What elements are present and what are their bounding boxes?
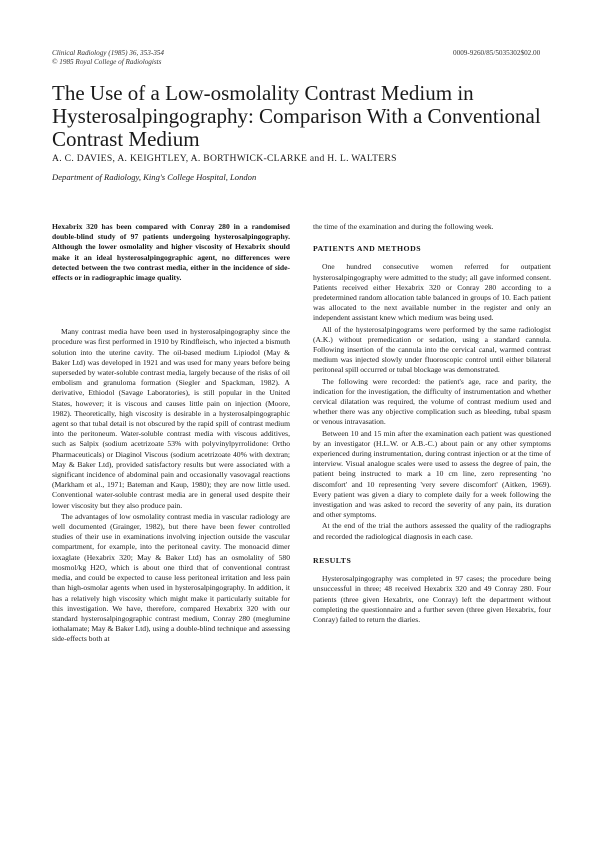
body-paragraph-continued: the time of the examination and during the following week. [313, 222, 494, 231]
journal-code: 0009-9260/85/5035302$02.00 [453, 49, 541, 57]
section-heading-results: RESULTS [313, 555, 352, 565]
methods-paragraph: All of the hysterosalpingograms were performed by the same radiologist (A.K.) without premedication or sedation, using a standard cannula. Following insertion of the cannula into the cervical canal, warmed contrast medium was injected slowly under fluoroscopic control until either bilateral peritoneal spill occurred or tubal blockage was demonstrated. [313, 324, 551, 375]
affiliation: Department of Radiology, King's College Hospital, London [52, 172, 257, 182]
section-heading-methods: PATIENTS AND METHODS [313, 244, 422, 254]
methods-paragraph: One hundred consecutive women referred for outpatient hysterosalpingography were admitted to the study; all gave informed consent. Patients received either Hexabrix 320 or Conray 280 according to a predetermined random allocation table balanced in groups of 10. Each patient was allocated to the next available number in the register and only an independent assistant knew which medium was being used. [313, 262, 551, 323]
methods-paragraph: The following were recorded: the patient's age, race and parity, the indication for the investigation, the difficulty of instrumentation and whether cervical dilatation was required, the volume of contrast medium used and whether there was any objective complication such as bleeding, tubal spasm or venous intravasation. [313, 376, 551, 427]
author-list: A. C. DAVIES, A. KEIGHTLEY, A. BORTHWICK-CLARKE and H. L. WALTERS [52, 153, 397, 164]
left-column [52, 222, 290, 645]
article-title [52, 82, 552, 151]
methods-paragraph: At the end of the trial the authors assessed the quality of the radiographs and recorded the radiological diagnosis in each case. [313, 521, 551, 541]
results-paragraph: Hysterosalpingography was completed in 97 cases; the procedure being unsuccessful in three; 48 received Hexabrix 320 and 49 Conray 280. Four patients (three given Hexabrix, one Conray) left the department without completing the questionnaire and a further seven (three given Hexabrix, four Conray) failed to return the diaries. [313, 574, 551, 624]
title-line: The Use of a Low-osmolality Contrast Medium in [52, 81, 474, 105]
body-paragraph: The advantages of low osmolality contrast media in vascular radiology are well documented (Grainger, 1982), but there have been fewer controlled studies of their use in examinations involving injection outside the vascular compartment, for example, into the peritoneal cavity. The monoacid dimer ioxaglate (Hexabrix 320; May & Baker Ltd) has an osmolality of 580 mosmol/kg H2O, which is about one third that of conventional contrast media, and could be expected to cause less peritoneal irritation and less pain than high-osmolar agents when used in hysterosalpingography. In addition, it has a relatively high viscosity which might make it particularly suitable for this investigation. We have, therefore, compared Hexabrix 320 with our standard hysterosalpingographic contrast medium, Conray 280 (meglumine iothalamate; May & Baker Ltd), using a double-blind technique and assessing side-effects both at [52, 511, 290, 644]
title-line: Hysterosalpingography: Comparison With a Conventional [52, 104, 541, 128]
citation-line: Clinical Radiology (1985) 36, 353-354 [52, 49, 164, 57]
copyright-line: © 1985 Royal College of Radiologists [52, 58, 162, 66]
title-line: Contrast Medium [52, 127, 200, 151]
journal-citation [52, 49, 164, 67]
methods-paragraph: Between 10 and 15 min after the examination each patient was questioned by an investigator (H.L.W. or A.B.-C.) about pain or any other symptoms experienced during instrumentation, during contrast injection or at the time of interview. Visual analogue scales were used to assess the degree of pain, the patient being instructed to mark a 10 cm line, zero representing 'no discomfort' and 10 representing 'very severe discomfort' (Aitken, 1969). Every patient was given a diary to complete daily for a week following the investigation and was asked to record the severity of any pain, its duration and other symptoms. [313, 428, 551, 520]
right-column [313, 222, 551, 625]
abstract: Hexabrix 320 has been compared with Conray 280 in a randomised double-blind study of 97 patients undergoing hysterosalpingography. Although the lower osmolality and higher viscosity of Hexabrix should make it an ideal hysterosalpingographic agent, no differences were detected between the two contrast media, either in the incidence of side-effects or in radiographic image quality. [52, 222, 290, 283]
body-paragraph: Many contrast media have been used in hysterosalpingography since the procedure was first performed in 1910 by Rindfleisch, who injected a bismuth solution into the uterine cavity. The oil-based medium Lipiodol (May & Baker Ltd) was developed in 1921 and was used for many years before being superseded by water-soluble contrast media, largely because of the risks of oil embolism and granuloma formation (Siegler and Spackman, 1982). A derivative, Ethiodol (Savage Laboratories), is still popular in the United States, however; it is viscous and causes little pain on injection (Moore, 1982). Theoretically, high viscosity is desirable in a hysterosalpingographic agent so that tubal detail is not obscured by the rapid spill of contrast medium into the peritoneum. Water-soluble contrast media with viscous additives, such as Salpix (sodium acetrizoate 53% with polyvinylpyrrolidone: Ortho Pharmaceuticals) or Diaginol Viscous (sodium acetrizoate 40% with dextran; May & Baker Ltd), provided satisfactory results but were associated with a significant incidence of abdominal pain and occasionally vasovagal reactions (Markham et al., 1971; Bateman and Kaup, 1980); they are now little used. Conventional water-soluble contrast media are in general used despite their lower viscosity but they also produce pain. [52, 327, 290, 510]
